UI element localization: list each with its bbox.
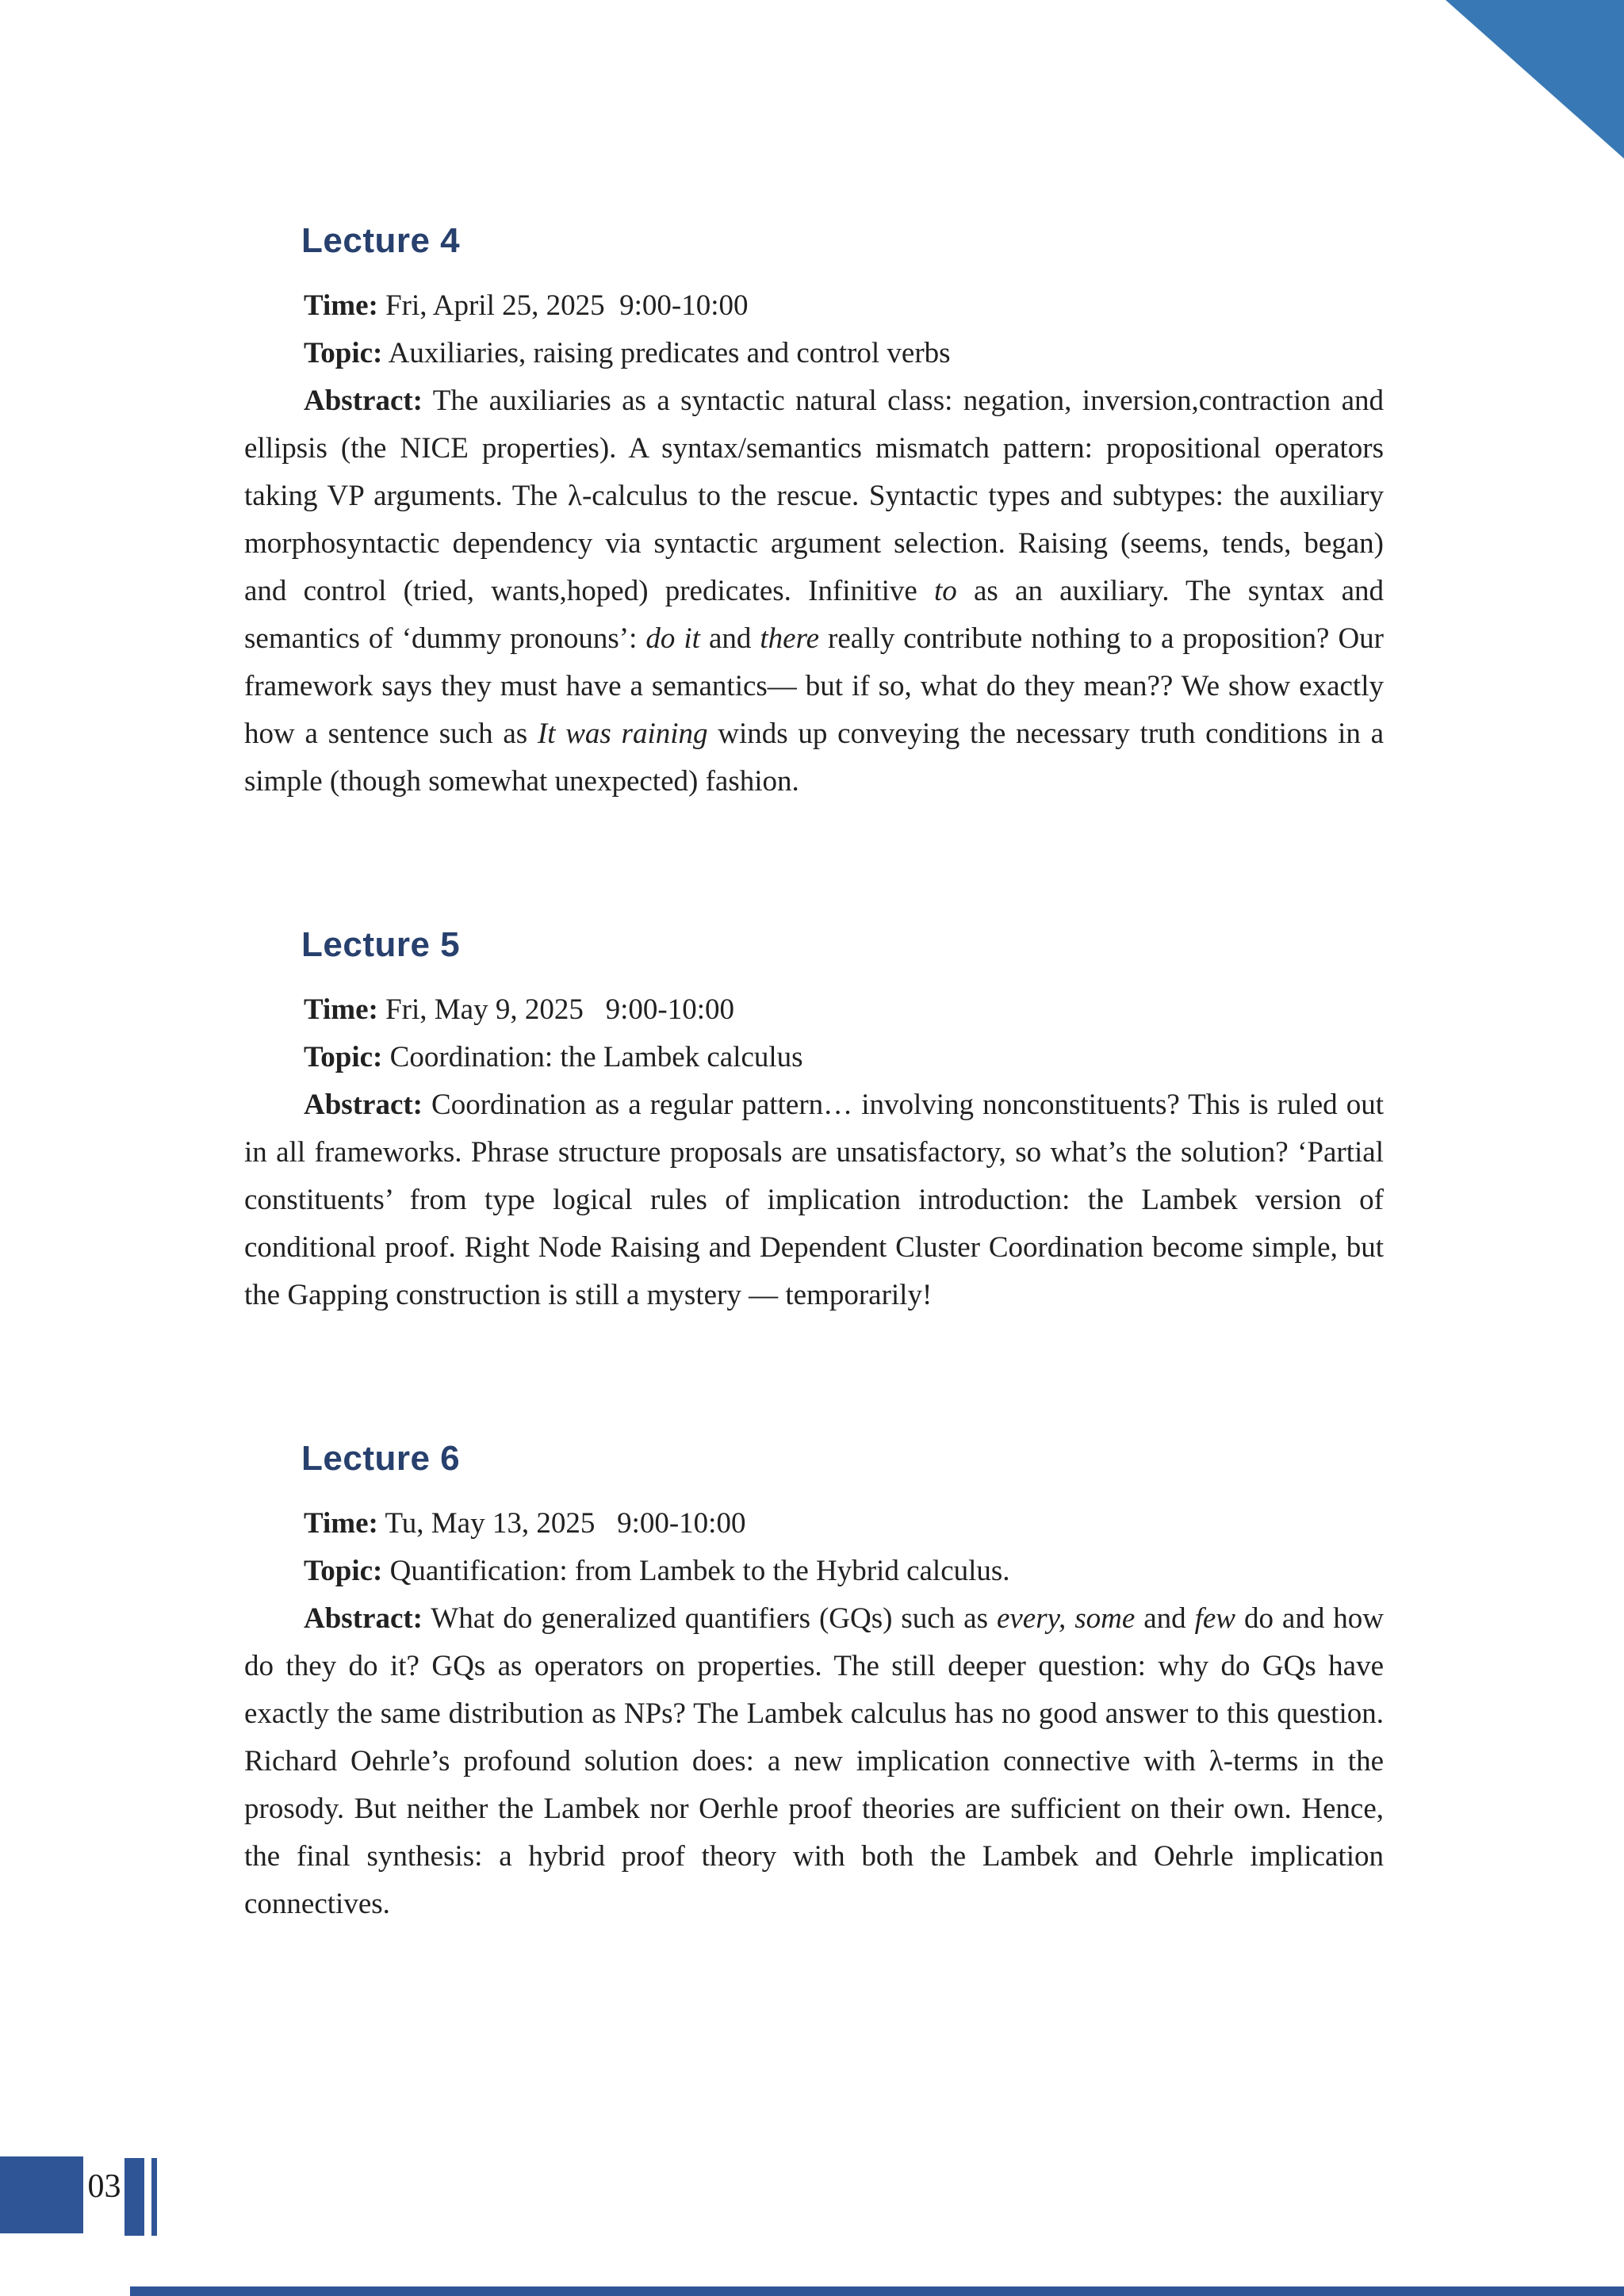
lecture-time-line (244, 1500, 1384, 1548)
topic-value: Quantification: from Lambek to the Hybrid calculus. (389, 1555, 1010, 1587)
lecture-section (244, 1438, 1384, 1928)
lecture-time-line (244, 282, 1384, 330)
bottom-edge-strip-decoration (130, 2286, 1624, 2296)
time-value: Fri, April 25, 2025 9:00-10:00 (385, 289, 749, 322)
topic-label: Topic: (304, 1041, 383, 1073)
lecture-abstract (244, 1595, 1384, 1928)
abstract-text: Coordination as a regular pattern… involving nonconstituents? This is ruled out in all frameworks. Phrase structure proposals are unsatisfactory, so what’s the solution? ‘Partial constituents’ from type logical rules of implication introduction: the Lambek version of conditional proof. Right Node Raising and Dependent Cluster Coordination become simple, but the Gapping construction is still a mystery — temporarily! (244, 1089, 1384, 1311)
abstract-label: Abstract: (304, 385, 423, 417)
time-label: Time: (304, 1507, 378, 1540)
topic-label: Topic: (304, 337, 383, 369)
lecture-title: Lecture 5 (301, 925, 461, 964)
lecture-title: Lecture 6 (301, 1439, 461, 1478)
time-value: Tu, May 13, 2025 9:00-10:00 (385, 1507, 746, 1540)
lecture-topic-line (244, 1034, 1384, 1081)
footer-rectangle-decoration (0, 2156, 83, 2233)
lecture-section (244, 924, 1384, 1319)
page-number: 03 (87, 2168, 121, 2205)
lecture-topic-line (244, 330, 1384, 377)
lecture-section (244, 220, 1384, 806)
topic-value: Coordination: the Lambek calculus (389, 1041, 803, 1073)
abstract-text: The auxiliaries as a syntactic natural class: negation, inversion,contraction and ellipsis (the NICE properties). A syntax/semantics mismatch pattern: propositional operators taking VP arguments. The λ-calculus to the rescue. Syntactic types and subtypes: the auxiliary morphosyntactic dependency via syntactic argument selection. Raising (seems, tends, began) and control (tried, wants,hoped) predicates. Infinitive to as an auxiliary. The syntax and semantics of ‘dummy pronouns’: do it and there really contribute nothing to a proposition? Our framework says they must have a semantics— but if so, what do they mean?? We show exactly how a sentence such as It was raining winds up conveying the necessary truth conditions in a simple (though somewhat unexpected) fashion. (244, 385, 1385, 798)
topic-value: Auxiliaries, raising predicates and control verbs (388, 337, 951, 369)
footer-thick-bar-decoration (124, 2158, 144, 2236)
abstract-text: What do generalized quantifiers (GQs) such as every, some and few do and how do they do it? GQs as operators on properties. The still deeper question: why do GQs have exactly the same distribution as NPs? The Lambek calculus has no good answer to this question. Richard Oehrle’s profound solution does: a new implication connective with λ-terms in the prosody. But neither the Lambek nor Oerhle proof theories are sufficient on their own. Hence, the final synthesis: a hybrid proof theory with both the Lambek and Oehrle implication connectives. (244, 1602, 1384, 1920)
lectures (244, 220, 1384, 1928)
lecture-title: Lecture 4 (301, 221, 461, 260)
abstract-label: Abstract: (304, 1602, 423, 1635)
lecture-topic-line (244, 1548, 1384, 1595)
time-value: Fri, May 9, 2025 9:00-10:00 (385, 993, 734, 1026)
topic-label: Topic: (304, 1555, 383, 1587)
time-label: Time: (304, 993, 378, 1026)
lecture-abstract (244, 377, 1384, 806)
time-label: Time: (304, 289, 378, 322)
lecture-time-line (244, 986, 1384, 1034)
footer-thin-bar-decoration (151, 2158, 157, 2236)
corner-triangle-decoration (1446, 0, 1624, 159)
abstract-label: Abstract: (304, 1089, 423, 1121)
lecture-abstract (244, 1081, 1384, 1319)
